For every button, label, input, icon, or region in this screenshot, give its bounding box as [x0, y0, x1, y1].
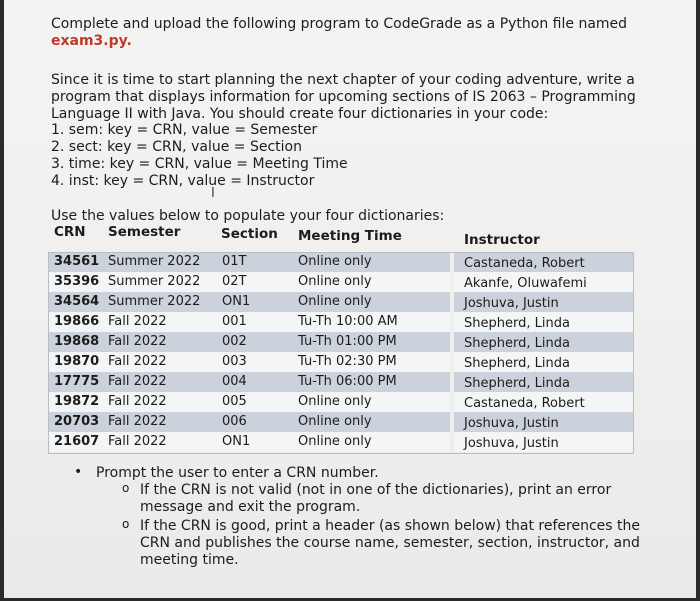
table-row: 21607 Fall 2022 ON1 Online only Joshuva, Justin	[48, 432, 634, 452]
header-meeting-time: Meeting Time	[298, 228, 402, 244]
filename: exam3.py.	[51, 33, 132, 49]
bullet-dot: •	[74, 464, 83, 480]
sub-bullet-circle: o	[122, 481, 130, 495]
dict-item-sem: 1. sem: key = CRN, value = Semester	[51, 122, 318, 138]
header-instructor: Instructor	[464, 232, 540, 248]
instruction-valid-line-1: If the CRN is good, print a header (as shown below) that references the	[140, 518, 641, 534]
header-semester: Semester	[108, 224, 181, 240]
dict-item-inst: 4. inst: key = CRN, value = Instructor	[51, 173, 315, 189]
instruction-valid-line-2: CRN and publishes the course name, semester, section, instructor, and	[140, 535, 640, 551]
table-row: 34564 Summer 2022 ON1 Online only Joshuva, Justin	[48, 292, 634, 312]
sub-bullet-circle: o	[122, 517, 130, 531]
dict-item-sect: 2. sect: key = CRN, value = Section	[51, 139, 302, 155]
table-row: 19866 Fall 2022 001 Tu-Th 10:00 AM Shepherd, Linda	[48, 312, 634, 332]
paragraph-line-2: program that displays information for upcoming sections of IS 2063 – Programming	[51, 89, 636, 105]
intro-line: Complete and upload the following program to CodeGrade as a Python file named	[51, 16, 628, 32]
table-row: 17775 Fall 2022 004 Tu-Th 06:00 PM Shepherd, Linda	[48, 372, 634, 392]
dict-item-time: 3. time: key = CRN, value = Meeting Time	[51, 156, 348, 172]
header-crn: CRN	[54, 224, 86, 240]
table-row: 19872 Fall 2022 005 Online only Castaneda, Robert	[48, 392, 634, 412]
paragraph-line-3: Language II with Java. You should create four dictionaries in your code:	[51, 106, 549, 122]
text-cursor-icon: I	[211, 186, 215, 201]
table-row: 20703 Fall 2022 006 Online only Joshuva, Justin	[48, 412, 634, 432]
paragraph-line-1: Since it is time to start planning the next chapter of your coding adventure, write a	[51, 72, 635, 88]
instruction-invalid-line-1: If the CRN is not valid (not in one of the dictionaries), print an error	[140, 482, 612, 498]
table-row: 19868 Fall 2022 002 Tu-Th 01:00 PM Shepherd, Linda	[48, 332, 634, 352]
instruction-valid-line-3: meeting time.	[140, 552, 239, 568]
header-section: Section	[221, 226, 278, 242]
table-row: 35396 Summer 2022 02T Online only Akanfe, Oluwafemi	[48, 272, 634, 292]
table-row: 34561 Summer 2022 01T Online only Castaneda, Robert	[48, 252, 634, 272]
table-intro: Use the values below to populate your four dictionaries:	[51, 208, 445, 224]
instruction-invalid-line-2: message and exit the program.	[140, 499, 361, 515]
table-row: 19870 Fall 2022 003 Tu-Th 02:30 PM Shepherd, Linda	[48, 352, 634, 372]
instruction-main: Prompt the user to enter a CRN number.	[96, 465, 379, 481]
document-page	[4, 0, 696, 598]
